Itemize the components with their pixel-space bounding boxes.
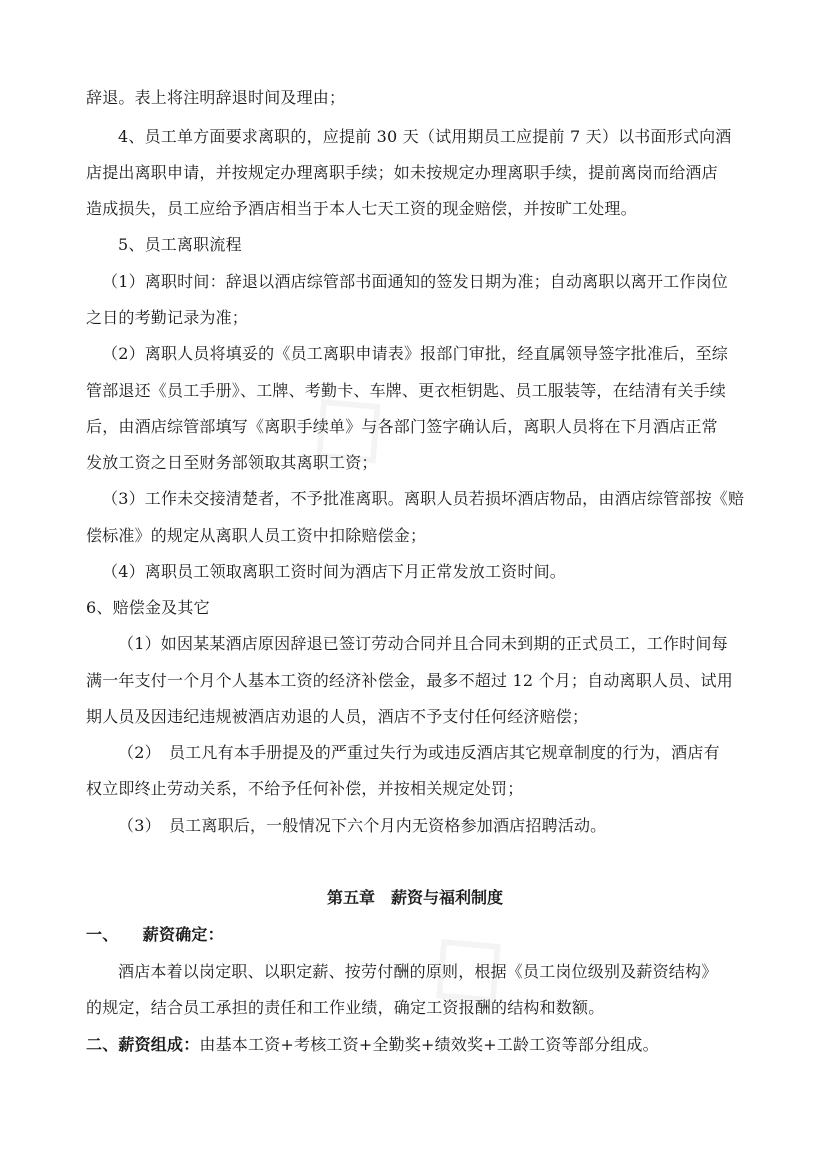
text-line: 4、员工单方面要求离职的，应提前 30 天（试用期员工应提前 7 天）以书面形式向酒 <box>118 127 732 146</box>
text-line: 5、员工离职流程 <box>118 235 242 254</box>
text-line: （2）离职人员将填妥的《员工离职申请表》报部门审批，经直属领导签字批准后，至综 <box>102 344 728 363</box>
section-heading: 一、 薪资确定： <box>86 925 224 944</box>
section-2-line <box>86 1033 756 1057</box>
chapter-title: 第五章 薪资与福利制度 <box>326 888 503 907</box>
text-line: （1）离职时间：辞退以酒店综管部书面通知的签发日期为准；自动离职以离开工作岗位 <box>102 272 728 291</box>
section-text: 由基本工资+考核工资+全勤奖+绩效奖+工龄工资等部分组成。 <box>199 1035 659 1054</box>
text-line: 后，由酒店综管部填写《离职手续单》与各部门签字确认后，离职人员将在下月酒店正常 <box>86 417 718 436</box>
text-line: （1）如因某某酒店原因辞退已签订劳动合同并且合同未到期的正式员工，工作时间每 <box>118 634 728 653</box>
text-line: （3）工作未交接清楚者，不予批准离职。离职人员若损坏酒店物品，由酒店综管部按《赔 <box>102 489 745 508</box>
text-line: 发放工资之日至财务部领取其离职工资； <box>86 453 378 472</box>
text-line: （3） 员工离职后，一般情况下六个月内无资格参加酒店招聘活动。 <box>118 816 607 835</box>
text-line: 期人员及因违纪违规被酒店劝退的人员，酒店不予支付任何经济赔偿； <box>86 707 589 726</box>
text-line: 辞退。表上将注明辞退时间及理由； <box>86 88 346 107</box>
text-line: 6、赔偿金及其它 <box>86 598 210 617</box>
text-line: 权立即终止劳动关系，不给予任何补偿，并按相关规定处罚； <box>86 779 524 798</box>
text-line: 之日的考勤记录为准； <box>86 308 249 327</box>
text-line: （2） 员工凡有本手册提及的严重过失行为或违反酒店其它规章制度的行为，酒店有 <box>118 743 720 762</box>
text-line: 偿标准》的规定从离职人员工资中扣除赔偿金； <box>86 526 427 545</box>
text-line: 店提出离职申请，并按规定办理离职手续；如未按规定办理离职手续，提前离岗而给酒店 <box>86 163 718 182</box>
text-line: 的规定，结合员工承担的责任和工作业绩，确定工资报酬的结构和数额。 <box>86 998 605 1017</box>
text-line: 酒店本着以岗定职、以职定薪、按劳付酬的原则，根据《员工岗位级别及薪资结构》 <box>118 962 718 981</box>
text-line: 管部退还《员工手册》、工牌、考勤卡、车牌、更衣柜钥匙、员工服装等，在结清有关手续 <box>86 381 727 400</box>
text-line: 造成损失，员工应给予酒店相当于本人七天工资的现金赔偿，并按旷工处理。 <box>86 199 637 218</box>
section-heading: 二、薪资组成： <box>86 1035 200 1054</box>
text-line: 满一年支付一个月个人基本工资的经济补偿金，最多不超过 12 个月；自动离职人员、试用 <box>86 671 733 690</box>
text-line: （4）离职员工领取离职工资时间为酒店下月正常发放工资时间。 <box>102 562 566 581</box>
